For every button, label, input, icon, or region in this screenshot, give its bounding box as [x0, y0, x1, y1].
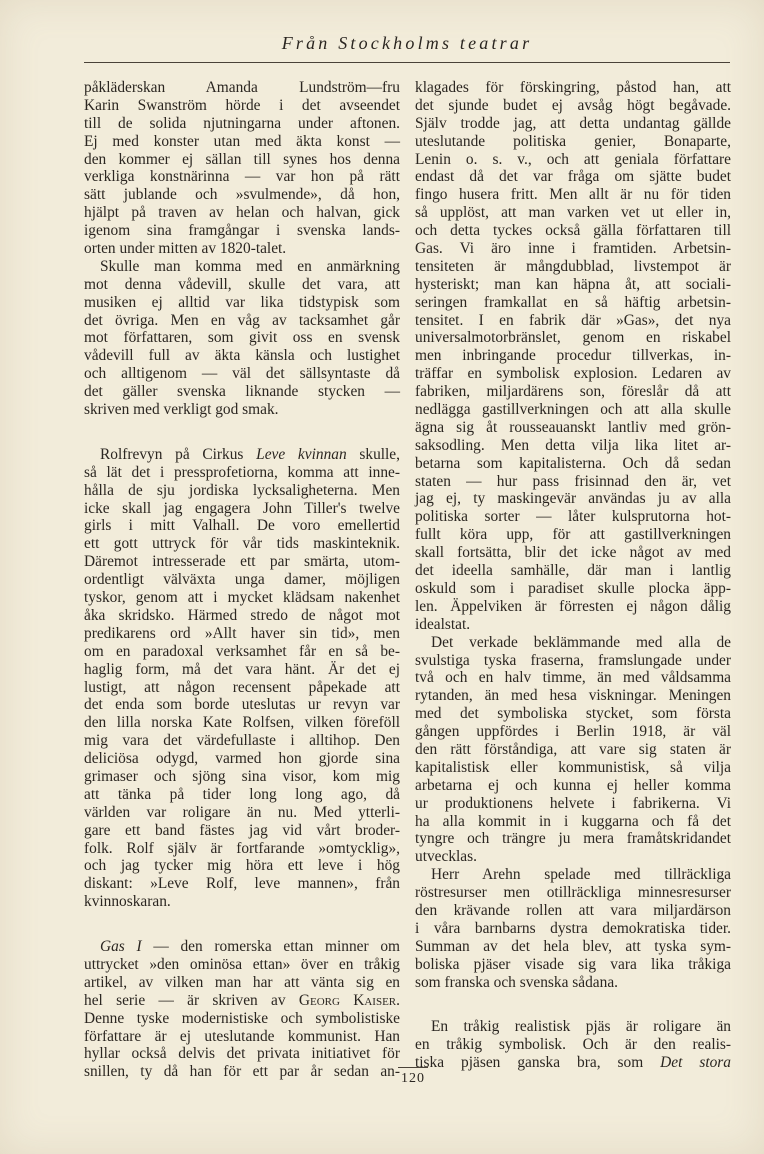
text-line: politiska sorter — låter kulsprutorna hot-	[415, 508, 731, 526]
text-line: det sjunde budet ej avsåg högt begåvade.	[415, 96, 731, 114]
text-line: det ideella samhälle, där man i lantlig	[415, 562, 731, 580]
text-line: Gas. Vi äro inne i framtiden. Arbetsin-	[415, 240, 731, 258]
text-line: utvecklas.	[415, 848, 477, 866]
text-line: folk. Rolf själv är fortfarande »omtycklig»,	[84, 839, 400, 857]
text-line: endast då det var fråga om sjätte budet	[415, 168, 731, 186]
text-line: och alltigenom — väl det sällsyntaste då	[84, 365, 400, 383]
text-line: gången uppfördes i Berlin 1918, är väl	[415, 723, 731, 741]
text-line: hjälpt på traven av helan och halvan, gick	[84, 204, 400, 222]
italic-title: Leve kvinnan	[256, 445, 347, 463]
text-line: tensiteten är mångdubblad, livstempot är	[415, 257, 731, 275]
text-line: mot författaren, som givit oss en svensk	[84, 329, 400, 347]
text-line: Denne tyske modernistiske och symbolistiske	[84, 1009, 400, 1027]
text-line: Det verkade beklämmande med alla de	[431, 633, 731, 651]
text-line: tensitet. I en fabrik där »Gas», det nya	[415, 311, 731, 329]
text-line: mig vara det värdefullaste i alltihop. Den	[84, 732, 400, 750]
left-column	[84, 79, 400, 1081]
paragraph	[415, 79, 731, 634]
italic-title: Det stora	[660, 1054, 731, 1072]
text-line: den lilla norska Kate Rolfsen, vilken föreföll	[84, 714, 400, 732]
text-line: men inbringande procedur tillverkas, in-	[415, 347, 731, 365]
text-line: skriven med verkligt god smak.	[84, 401, 279, 419]
text-line: haglig form, må det vara hänt. Är det ej	[84, 660, 400, 678]
text-line: musiken ej alltid var lika tidstypisk som	[84, 293, 400, 311]
text-line: hysteriskt; man kan häpna åt, att sociali-	[415, 275, 731, 293]
text-line	[415, 1054, 731, 1072]
right-column	[415, 79, 731, 1072]
text-line: staten — hur pass frisinnad den är, vet	[415, 472, 731, 490]
text-line: skall fortsätta, blir det icke något av med	[415, 544, 731, 562]
text-line: sätt jublande och »svulmende», då hon,	[84, 186, 400, 204]
text-segment: skulle,	[346, 445, 400, 463]
text-line	[84, 992, 400, 1010]
italic-title: Gas I	[100, 938, 142, 956]
paragraph	[84, 258, 400, 419]
text-line: fullt köra upp, för att gastillverkningen	[415, 526, 731, 544]
text-line: Karin Swanström hörde i det avseendet	[84, 96, 400, 114]
text-line: gare ett band fästes jag vid vårt broder-	[84, 821, 400, 839]
text-line: en tråkig symbolisk. Och är den realis-	[415, 1036, 731, 1054]
text-line: Summan av det hela blev, att tyska sym-	[415, 937, 731, 955]
text-segment: tiska pjäsen ganska bra, som	[415, 1054, 661, 1072]
text-line: saksodling. Men detta vilja lika litet ar-	[415, 436, 731, 454]
text-line: med det symboliska stycket, som första	[415, 705, 731, 723]
page-number: 120	[401, 1071, 425, 1086]
text-line: jag ej, ty maskingevär användas ju av alla	[415, 490, 731, 508]
text-line: två och en halv timme, än med våldsamma	[415, 669, 731, 687]
text-line: diskant: »Leve Rolf, leve mannen», från	[84, 875, 400, 893]
text-line: igenom sina framgångar i svenska lands-	[84, 222, 400, 240]
text-line: Själv trodde jag, att detta undantag gällde	[415, 114, 731, 132]
text-line: lustigt, att någon recensent påpekade att	[84, 678, 400, 696]
text-line: tyskor, genom att i mycket klädsam nakenhet	[84, 589, 400, 607]
text-line: deliciösa odygd, varmed hon gjorde sina	[84, 750, 400, 768]
text-line: uttrycket »den ominösa ettan» över en tråkig	[84, 955, 400, 973]
text-line: mot denna vådevill, skulle det vara, att	[84, 275, 400, 293]
text-line: den rätt förståndiga, att vare sig staten är	[415, 740, 731, 758]
text-line: som franska och svenska sådana.	[415, 973, 619, 991]
text-line: universalmotorbränslet, genom en riskabel	[415, 329, 731, 347]
paragraph	[84, 79, 400, 258]
text-line: len. Äppelviken är förresten ej någon dålig	[415, 597, 731, 615]
text-line: icke skall jag engagera John Tiller's twelve	[84, 499, 400, 517]
text-line: kapitalistisk eller kommunistisk, så vilja	[415, 758, 731, 776]
text-line: arbetarna ej och kunna ej heller komma	[415, 776, 731, 794]
text-line: girls i mitt Valhall. De voro emellertid	[84, 517, 400, 535]
text-line: Skulle man komma med en anmärkning	[100, 257, 400, 275]
text-line: snillen, ty då han för ett par år sedan an-	[84, 1063, 400, 1081]
text-line: verkliga konstnärinna — var hon på rätt	[84, 168, 400, 186]
text-line: svulstiga tyska fraserna, framslungade under	[415, 651, 731, 669]
text-line: En tråkig realistisk pjäs är roligare än	[431, 1018, 731, 1036]
text-segment: .	[396, 991, 400, 1009]
text-line: författare är ej uteslutande kommunist. Han	[84, 1027, 400, 1045]
text-line: det övriga. Men en våg av tacksamhet går	[84, 311, 400, 329]
text-line: ordentligt välväxta unga damer, möjligen	[84, 571, 400, 589]
paragraph	[415, 1018, 731, 1072]
text-line: och jag tycker mig höra ett leve i hög	[84, 857, 400, 875]
text-line	[84, 938, 400, 956]
text-line: seringen framkallat en så häftig arbetsin-	[415, 293, 731, 311]
text-line: kvinnoskaran.	[84, 893, 171, 911]
text-line: fabriken, miljardärens son, föreslår då att	[415, 383, 731, 401]
text-line: det gäller svenska liknande stycken —	[84, 383, 400, 401]
paragraph	[415, 634, 731, 867]
text-line: ett gott uttryck för vår tids maskinteknik.	[84, 535, 400, 553]
text-line: nedlägga gastillverkningen och att alla skulle	[415, 401, 731, 419]
text-line: idealstat.	[415, 615, 471, 633]
text-segment: hel serie — är skriven av	[84, 991, 299, 1009]
text-line: oskuld som i paradiset skulle plocka äpp-	[415, 579, 731, 597]
text-line: uteslutande politiska genier, Bonaparte,	[415, 132, 731, 150]
text-line: Herr Arehn spelade med tillräckliga	[431, 866, 731, 884]
text-line: hyllar också delvis det privata initiativet för	[84, 1045, 400, 1063]
text-segment: Rolfrevyn på Cirkus	[100, 445, 257, 463]
text-line: påkläderskan Amanda Lundström—fru	[84, 79, 400, 96]
text-line: ur produktionens helvete i fabrikerna. Vi	[415, 794, 731, 812]
text-line: tyngre och trängre ju mera framåtskridandet	[415, 830, 731, 848]
text-line: fingo husera fritt. Men allt är nu för tiden	[415, 186, 731, 204]
text-line: Däremot intresserade ett par smärta, utom-	[84, 553, 400, 571]
text-line: vådevill full av äkta känsla och lustighet	[84, 347, 400, 365]
text-line: träffar en symbolisk explosion. Ledaren av	[415, 365, 731, 383]
text-segment: — den romerska ettan minner om	[141, 938, 400, 956]
text-line: åka skridsko. Härmed stredo de något mot	[84, 606, 400, 624]
paragraph	[415, 866, 731, 991]
text-line: den kommer ej sällan till synes hos denna	[84, 150, 400, 168]
text-line: artikel, av vilken man har att vänta sig en	[84, 973, 400, 991]
running-title: Från Stockholms teatrar	[281, 33, 533, 53]
footer-rule	[398, 1067, 428, 1068]
text-line: ha alla kommit in i kuggarna och få det	[415, 812, 731, 830]
text-line: så lät det i pressprofetiorna, komma att inne-	[84, 463, 400, 481]
text-line: boliska pjäser visade sig vara lika tråkiga	[415, 955, 731, 973]
text-line: orten under mitten av 1820-talet.	[84, 240, 287, 258]
author-name: Georg Kaiser	[298, 991, 397, 1009]
paragraph	[84, 938, 400, 1081]
text-line: och detta tyckes också gälla författaren till	[415, 222, 731, 240]
text-line: världen var roligare än nu. Med ytterli-	[84, 803, 400, 821]
text-line: predikarens ord »Allt haver sin tid», men	[84, 624, 400, 642]
text-line: om en paradoxal verksamhet får en så be-	[84, 642, 400, 660]
text-line: Lenin o. s. v., och att geniala författare	[415, 150, 731, 168]
text-line: grimaser och sjöng sina visor, kom mig	[84, 767, 400, 785]
text-line: Ej med konster utan med äkta konst —	[84, 132, 400, 150]
text-line: till de solida njutningarna under aftonen.	[84, 114, 400, 132]
text-line: hålla de sju jordiska lycksaligheterna. Men	[84, 481, 400, 499]
text-line: i våra barnbarns dystra demokratiska tider.	[415, 919, 731, 937]
text-line: klagades för förskingring, påstod han, att	[415, 79, 731, 96]
text-line: röstresurser men otillräckliga minnesresurser	[415, 884, 731, 902]
text-line: så upplöst, att man varken vet ut eller in,	[415, 204, 731, 222]
text-line: ägna sig åt rousseauanskt lantliv med grön-	[415, 418, 731, 436]
text-line: att tänka på tider long long ago, då	[84, 785, 400, 803]
text-line	[84, 446, 400, 464]
text-line: det enda som borde uteslutas ur revyn var	[84, 696, 400, 714]
paragraph	[84, 446, 400, 911]
header-rule	[84, 62, 730, 63]
text-line: rytanden, än med hesa viskningar. Meningen	[415, 687, 731, 705]
text-line: den krävande rollen att vara miljardärson	[415, 901, 731, 919]
text-line: betarna som kapitalisterna. Och då sedan	[415, 454, 731, 472]
